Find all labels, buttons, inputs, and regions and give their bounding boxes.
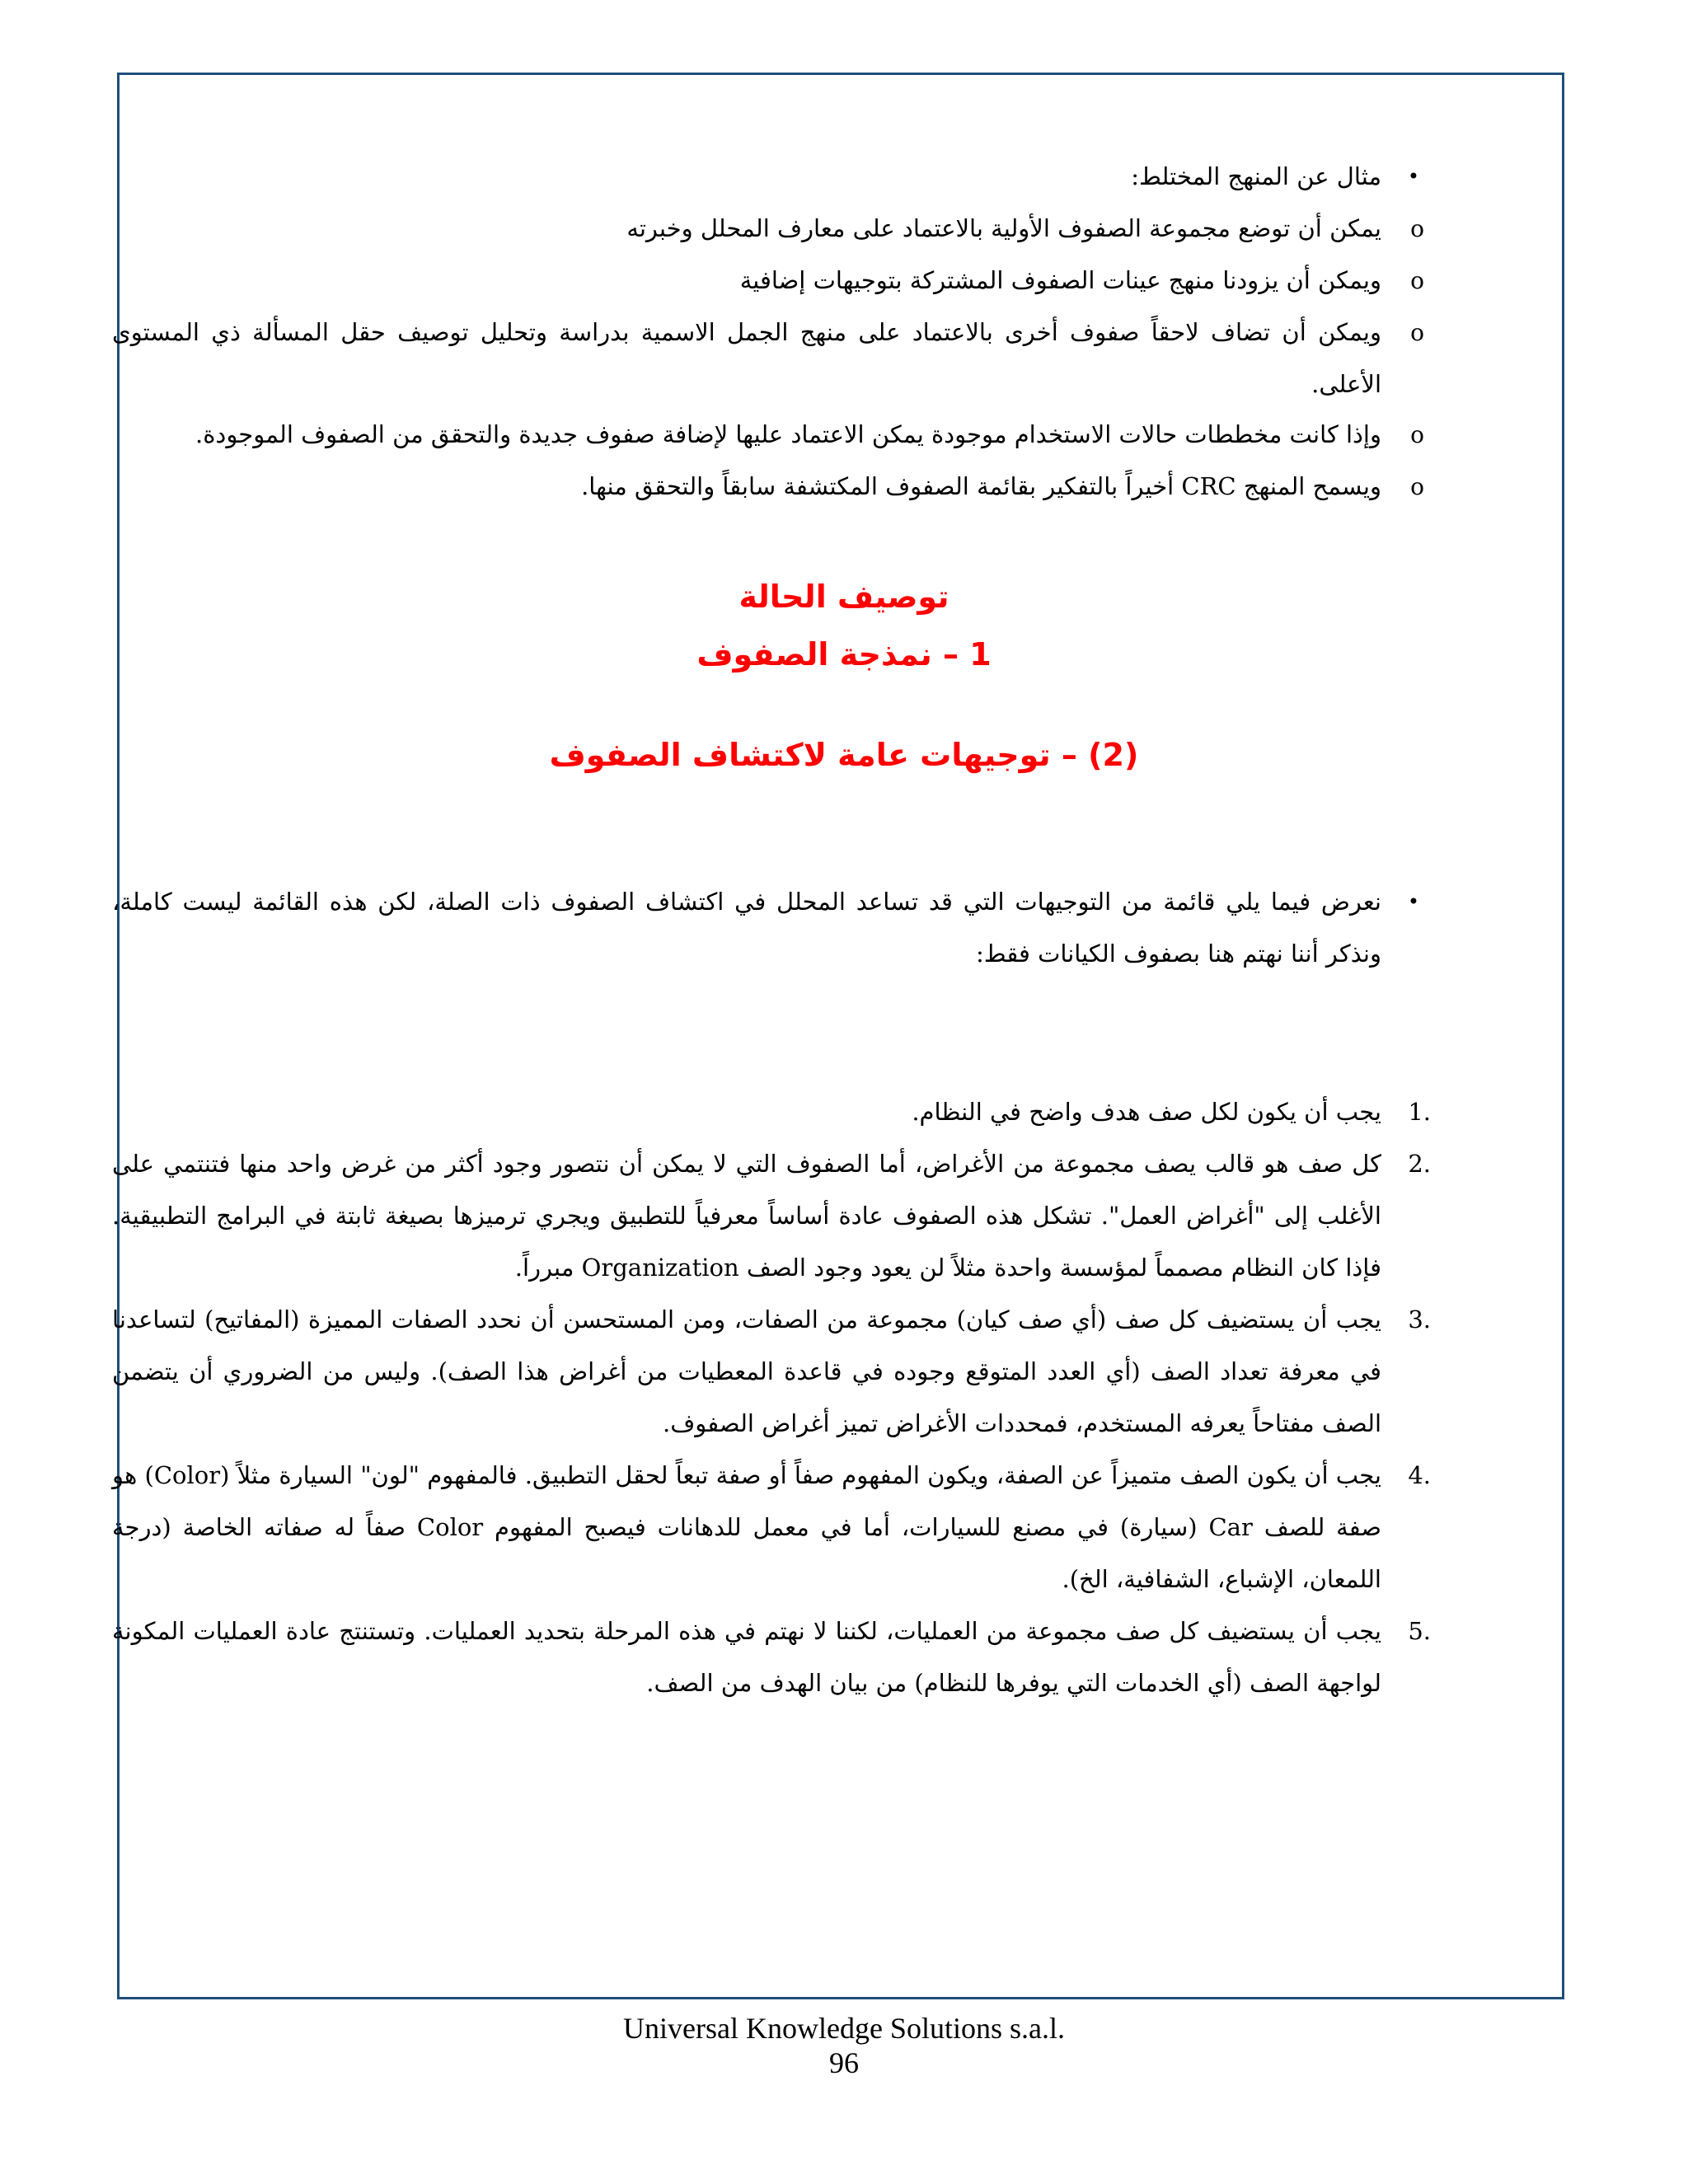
numbered-item: [112, 1605, 1431, 1709]
item-text: يجب أن يستضيف كل صف (أي صف كيان) مجموعة من الصفات، ومن المستحسن أن نحدد الصفات المميزة (المفاتيح) لتساعدنا في معرفة تعداد الصف (أي العدد المتوقع وجوده في قاعدة المعطيات من أغراض هذا الصف). وليس من الضروري أن يتضمن الصف مفتاحاً يعرفه المستخدم، فمحددات الأغراض تميز أغراض الصفوف.: [112, 1305, 1381, 1437]
sub-item: [112, 461, 1424, 513]
sub-item-text: ويسمح المنهج CRC أخيراً بالتفكير بقائمة الصفوف المكتشفة سابقاً والتحقق منها.: [581, 472, 1381, 500]
bullet-mixed-approach-title: [112, 151, 1419, 203]
circle-marker: o: [1410, 319, 1424, 346]
circle-marker: o: [1410, 215, 1424, 242]
item-number: 4.: [1408, 1461, 1431, 1489]
circle-marker: o: [1410, 473, 1424, 500]
bullet-marker: •: [1407, 165, 1419, 188]
bullet-marker: •: [1407, 890, 1419, 913]
sub-item: [112, 409, 1424, 461]
item-number: 1.: [1408, 1098, 1431, 1126]
bullet-intro: [112, 876, 1419, 980]
heading-general-guidelines: (2) – توجيهات عامة لاكتشاف الصفوف: [549, 737, 1139, 773]
bullet-text: مثال عن المنهج المختلط:: [1131, 162, 1381, 190]
heading-case-description: توصيف الحالة: [738, 579, 950, 615]
footer-company: Universal Knowledge Solutions s.a.l.: [623, 2012, 1065, 2045]
item-text: كل صف هو قالب يصف مجموعة من الأغراض، أما الصفوف التي لا يمكن أن نتصور وجود أكثر من غرض واحد منها فتنتمي على الأغلب إلى "أغراض العمل". تشكل هذه الصفوف عادة أساساً معرفياً للتطبيق ويجري ترميزها بصيغة ثابتة في البرامج التطبيقية. فإذا كان النظام مصمماً لمؤسسة واحدة مثلاً لن يعود وجود الصف Organization مبرراً.: [112, 1150, 1381, 1282]
page-number: 96: [829, 2046, 859, 2079]
numbered-item: [112, 1294, 1431, 1450]
circle-marker: o: [1410, 267, 1424, 294]
sub-item: [112, 203, 1424, 255]
sub-item-text: ويمكن أن يزودنا منهج عينات الصفوف المشتركة بتوجيهات إضافية: [739, 266, 1381, 294]
heading-class-modeling: 1 – نمذجة الصفوف: [696, 636, 992, 673]
sub-item: [112, 255, 1424, 307]
sub-item-text: يمكن أن توضع مجموعة الصفوف الأولية بالاعتماد على معارف المحلل وخبرته: [626, 214, 1381, 242]
numbered-item: [112, 1086, 1431, 1138]
sub-item-text: ويمكن أن تضاف لاحقاً صفوف أخرى بالاعتماد على منهج الجمل الاسمية بدراسة وتحليل توصيف حقل المسألة ذي المستوى الأعلى.: [112, 318, 1381, 398]
item-text: يجب أن يكون لكل صف هدف واضح في النظام.: [912, 1098, 1381, 1126]
circle-marker: o: [1410, 421, 1424, 448]
item-text: يجب أن يكون الصف متميزاً عن الصفة، ويكون المفهوم صفاً أو صفة تبعاً لحقل التطبيق. فالمفهوم "لون" السيارة مثلاً (Color) هو صفة للصف Car (سيارة) في مصنع للسيارات، أما في معمل للدهانات فيصبح المفهوم Color صفاً له صفاته الخاصة (درجة اللمعان، الإشباع، الشفافية، الخ).: [112, 1461, 1382, 1593]
item-number: 3.: [1408, 1305, 1431, 1333]
numbered-item: [112, 1138, 1431, 1294]
sub-item-text: وإذا كانت مخططات حالات الاستخدام موجودة يمكن الاعتماد عليها لإضافة صفوف جديدة والتحقق من الصفوف الموجودة.: [195, 420, 1381, 448]
item-number: 5.: [1408, 1617, 1431, 1645]
item-number: 2.: [1408, 1150, 1431, 1178]
bullet-text: نعرض فيما يلي قائمة من التوجيهات التي قد تساعد المحلل في اكتشاف الصفوف ذات الصلة، لكن هذه القائمة ليست كاملة، ونذكر أننا نهتم هنا بصفوف الكيانات فقط:: [112, 888, 1381, 968]
item-text: يجب أن يستضيف كل صف مجموعة من العمليات، لكننا لا نهتم في هذه المرحلة بتحديد العمليات. وتستنتج عادة العمليات المكونة لواجهة الصف (أي الخدمات التي يوفرها للنظام) من بيان الهدف من الصف.: [112, 1617, 1381, 1697]
sub-item: [112, 307, 1424, 410]
numbered-item: [112, 1450, 1431, 1605]
